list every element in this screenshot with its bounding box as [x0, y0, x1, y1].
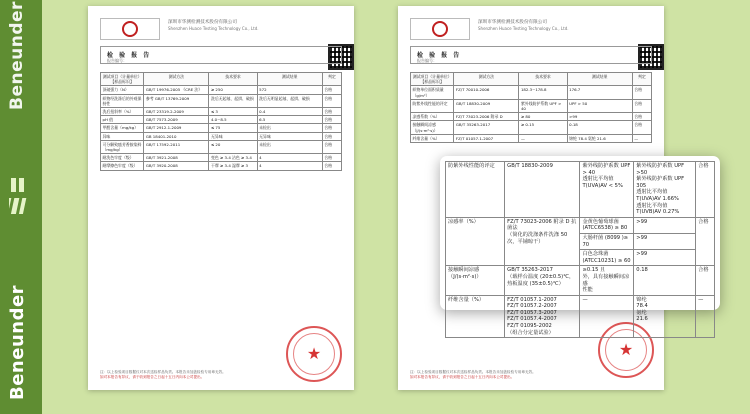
report-header — [100, 14, 342, 46]
table-cell: 合格 — [322, 116, 341, 124]
table-cell: 顶破强力（N） — [101, 86, 144, 94]
table-cell: 织物单位面积质量（g/m²） — [411, 86, 454, 99]
table-row — [101, 140, 342, 153]
table-cell: FZ/T 01057.1-2007 — [454, 134, 519, 142]
table-row — [101, 162, 342, 170]
table-cell: 0.18 — [567, 121, 632, 134]
zoom-cool-res-1: >99 — [634, 217, 696, 233]
zoom-detail-card — [440, 156, 720, 336]
table-row — [101, 124, 342, 132]
table-cell: GB/T 18830-2009 — [454, 99, 519, 112]
zoom-touch-verdict: 合格 — [696, 266, 715, 295]
table-row — [101, 116, 342, 124]
table-cell: 洗后扭斜率（%） — [101, 108, 144, 116]
zoom-touch-item: 接触瞬间凉感 （J/(s·m²·s)） — [446, 266, 505, 295]
table-cell: GB/T 17592-2011 — [144, 140, 209, 153]
report-title: 检 验 报 告 — [107, 52, 152, 59]
table-cell: 合格 — [322, 124, 341, 132]
table-cell: GB/T 2912.1-2009 — [144, 124, 209, 132]
header-method: 测试方法 — [144, 73, 209, 86]
table-row — [411, 134, 652, 142]
table-cell: 0.4 — [257, 108, 322, 116]
table-cell: 合格 — [322, 94, 341, 107]
header-method: 测试方法 — [454, 73, 519, 86]
report-footer — [100, 370, 342, 380]
table-cell: 干摩 ≥ 3-4 湿摩 ≥ 3 — [209, 162, 257, 170]
table-cell: 572 — [257, 86, 322, 94]
table-cell: GB/T 3921-2008 — [144, 154, 209, 162]
table-cell: 合格 — [322, 140, 341, 153]
table-cell: 甲醛含量（mg/kg） — [101, 124, 144, 132]
right-rows — [411, 86, 652, 143]
table-cell: 锦纶 78.4 氨纶 21.6 — [567, 134, 632, 142]
table-row — [411, 86, 652, 99]
lab-logo — [410, 18, 470, 40]
table-cell: — — [632, 134, 651, 142]
table-cell: 耐摩擦色牢度（级） — [101, 162, 144, 170]
table-cell: UPF > 50 — [567, 99, 632, 112]
report-table-right — [410, 72, 652, 143]
brand-strip — [0, 0, 42, 414]
table-cell: 纤维含量（%） — [411, 134, 454, 142]
footer-note: 注：以上检验项目数据仅对本次送检样品负责。本报告未加盖检验专用章无效。 — [410, 370, 536, 374]
zoom-uv-res: 紫外线防护系数 UPF >50 紫外线防护系数 UPF 305 透射比平均值 T(UVA)AV 1.66% 透射比平均值 T(UVB)AV 0.27% — [634, 162, 696, 218]
zoom-fiber-item: 纤维含量（%） — [446, 295, 505, 338]
zoom-fiber-req: — — [580, 295, 634, 338]
zoom-row-fiber — [446, 295, 715, 338]
footer-note-red: 如对本报告有异议，请于收到报告之日起十五日内向本公司提出。 — [100, 375, 205, 379]
lab-name-en: Shenzhen Huace Testing Technology Co., Ltd. — [478, 26, 569, 31]
zoom-cool-method: FZ/T 73023-2006 附录 D 抗菌法 （简化的洗涤条件洗涤 50 次，平铺晾干） — [505, 217, 580, 266]
left-rows — [101, 86, 342, 170]
table-cell: GB/T 23319.2-2009 — [144, 108, 209, 116]
table-row — [411, 99, 652, 112]
lab-name: 深圳市华测检测技术股份有限公司 — [478, 20, 547, 25]
brand-name-bottom: Beneunder — [7, 284, 28, 400]
table-cell: 紫外线防护系数 UPF > 40 — [519, 99, 567, 112]
stamp-star-icon: ★ — [618, 340, 634, 359]
lab-name: 深圳市华测检测技术股份有限公司 — [168, 20, 237, 25]
zoom-row-uv — [446, 162, 715, 218]
zoom-uv-req: 紫外线防护系数 UPF > 40 透射比平均值 T(UVA)AV < 5% — [580, 162, 634, 218]
zoom-uv-item: 防紫外线性能的评定 — [446, 162, 505, 218]
zoom-table — [445, 161, 715, 338]
table-cell: 防紫外线性能的评定 — [411, 99, 454, 112]
table-cell: 4 — [257, 154, 322, 162]
table-cell: 合格 — [632, 121, 651, 134]
report-title: 检 验 报 告 — [417, 52, 462, 59]
report-footer — [410, 370, 652, 380]
table-cell: 合格 — [632, 86, 651, 99]
table-cell: ≤ 3 — [209, 108, 257, 116]
zoom-touch-req: ≥0.15 且 外，具有接触瞬间凉感 性能 — [580, 266, 634, 295]
zoom-cool-res-2: >99 — [634, 233, 696, 249]
table-cell: FZ/T 70010-2006 — [454, 86, 519, 99]
table-cell: 合格 — [322, 108, 341, 116]
zoom-touch-method: GB/T 35263-2017 （载样台温度 (20±0.5)℃，热板温度 (35±0.5)℃） — [505, 266, 580, 295]
table-cell: 182.3~178.8 — [519, 86, 567, 99]
header-verdict: 判定 — [322, 73, 341, 86]
table-cell: 4 — [257, 162, 322, 170]
zoom-row-touch — [446, 266, 715, 295]
header-result: 测试结果 — [567, 73, 632, 86]
stamp-star-icon: ★ — [306, 344, 322, 363]
table-cell: ≤ 20 — [209, 140, 257, 153]
table-cell: GB/T 7573-2009 — [144, 116, 209, 124]
table-cell: 未检出 — [257, 140, 322, 153]
header-item: 测试项目（计量单位）【样品标识】 — [411, 73, 454, 86]
header-verdict: 判定 — [632, 73, 651, 86]
table-cell: ≥ 250 — [209, 86, 257, 94]
table-cell: 变色 ≥ 3-4 沾色 ≥ 3-4 — [209, 154, 257, 162]
table-cell: 未检出 — [257, 124, 322, 132]
zoom-row-cool — [446, 217, 715, 233]
header-requirement: 技术要求 — [519, 73, 567, 86]
header-requirement: 技术要求 — [209, 73, 257, 86]
zoom-fiber-verdict: — — [696, 295, 715, 338]
header-result: 测试结果 — [257, 73, 322, 86]
table-cell: 接触瞬间凉感（J/(s·m²·s)） — [411, 121, 454, 134]
table-cell: 合格 — [322, 154, 341, 162]
zoom-touch-res: 0.18 — [634, 266, 696, 295]
table-cell: GB 18401-2010 — [144, 132, 209, 140]
lab-name-en: Shenzhen Huace Testing Technology Co., Ltd. — [168, 26, 259, 31]
table-row — [101, 86, 342, 94]
table-row — [411, 113, 652, 121]
table-cell: 合格 — [632, 113, 651, 121]
report-number-label: 报告编号： — [417, 58, 437, 63]
table-cell: 无异味 — [209, 132, 257, 140]
table-cell: ≥ 0.15 — [519, 121, 567, 134]
zoom-fiber-method: FZ/T 01057.1-2007 FZ/T 01057.2-2007 FZ/T 01057.3-2007 FZ/T 01057.4-2007 FZ/T 01095-2002 （组合分定量试验） — [505, 295, 580, 338]
table-cell: >99 — [567, 113, 632, 121]
table-row — [101, 154, 342, 162]
footer-note-red: 如对本报告有异议，请于收到报告之日起十五日内向本公司提出。 — [410, 375, 515, 379]
lab-logo-ring-icon — [432, 21, 448, 37]
table-cell: 耐洗色牢度（级） — [101, 154, 144, 162]
table-cell: FZ/T 73023-2006 附录 D — [454, 113, 519, 121]
brand-logo-icon — [9, 176, 33, 216]
brand-name-top: Beneunder — [7, 1, 27, 110]
table-header-row — [101, 73, 342, 86]
zoom-fiber-res: 锦纶 78.4 氨纶 21.6 — [634, 295, 696, 338]
table-row — [101, 94, 342, 107]
report-page-left — [88, 6, 354, 390]
table-cell: ≤ 75 — [209, 124, 257, 132]
table-cell: 参考 GB/T 13769-2009 — [144, 94, 209, 107]
table-cell: 可分解致癌芳香胺染料（mg/kg） — [101, 140, 144, 153]
table-cell: 异味 — [101, 132, 144, 140]
table-cell: 织物经洗涤后的外观保持性 — [101, 94, 144, 107]
table-cell: 洗后无明显起皱、起拱、破损 — [257, 94, 322, 107]
zoom-uv-verdict: 合格 — [696, 162, 715, 218]
table-cell: 合格 — [322, 162, 341, 170]
table-cell: GB/T 19976-2005 《CRE 法》 — [144, 86, 209, 94]
zoom-cool-sub-2: 大肠杆菌 (8099 )≥ 70 — [580, 233, 634, 249]
table-cell: GB/T 3920-2008 — [144, 162, 209, 170]
report-table-left — [100, 72, 342, 171]
table-cell: 合格 — [322, 86, 341, 94]
table-cell: GB/T 35263-2017 — [454, 121, 519, 134]
table-cell: 凉感系数（%） — [411, 113, 454, 121]
zoom-cool-sub-1: 金黄色葡萄球菌 (ATCC6538) ≥ 80 — [580, 217, 634, 233]
table-row — [411, 121, 652, 134]
table-cell: 洗后无起皱、起拱、破损 — [209, 94, 257, 107]
table-cell: 合格 — [322, 132, 341, 140]
footer-note: 注：以上检验项目数据仅对本次送检样品负责。本报告未加盖检验专用章无效。 — [100, 370, 226, 374]
table-cell: 无异味 — [257, 132, 322, 140]
report-title-bar — [410, 46, 652, 64]
table-cell: 6.5 — [257, 116, 322, 124]
report-number-label: 报告编号： — [107, 58, 127, 63]
zoom-uv-method: GB/T 18830-2009 — [505, 162, 580, 218]
table-cell: 176.7 — [567, 86, 632, 99]
zoom-cool-item: 凉感率（%） — [446, 217, 505, 266]
lab-logo — [100, 18, 160, 40]
table-header-row — [411, 73, 652, 86]
zoom-cool-verdict: 合格 — [696, 217, 715, 266]
table-cell: 4.0~8.5 — [209, 116, 257, 124]
header-item: 测试项目（计量单位）【样品标识】 — [101, 73, 144, 86]
table-cell: pH 值 — [101, 116, 144, 124]
zoom-cool-res-3: >99 — [634, 250, 696, 266]
table-cell: — — [519, 134, 567, 142]
table-row — [101, 132, 342, 140]
report-title-bar — [100, 46, 342, 64]
zoom-cool-sub-3: 白色念珠菌 (ATCC10231) ≥ 60 — [580, 250, 634, 266]
table-row — [101, 108, 342, 116]
report-header — [410, 14, 652, 46]
table-cell: ≥ 80 — [519, 113, 567, 121]
lab-logo-ring-icon — [122, 21, 138, 37]
table-cell: 合格 — [632, 99, 651, 112]
